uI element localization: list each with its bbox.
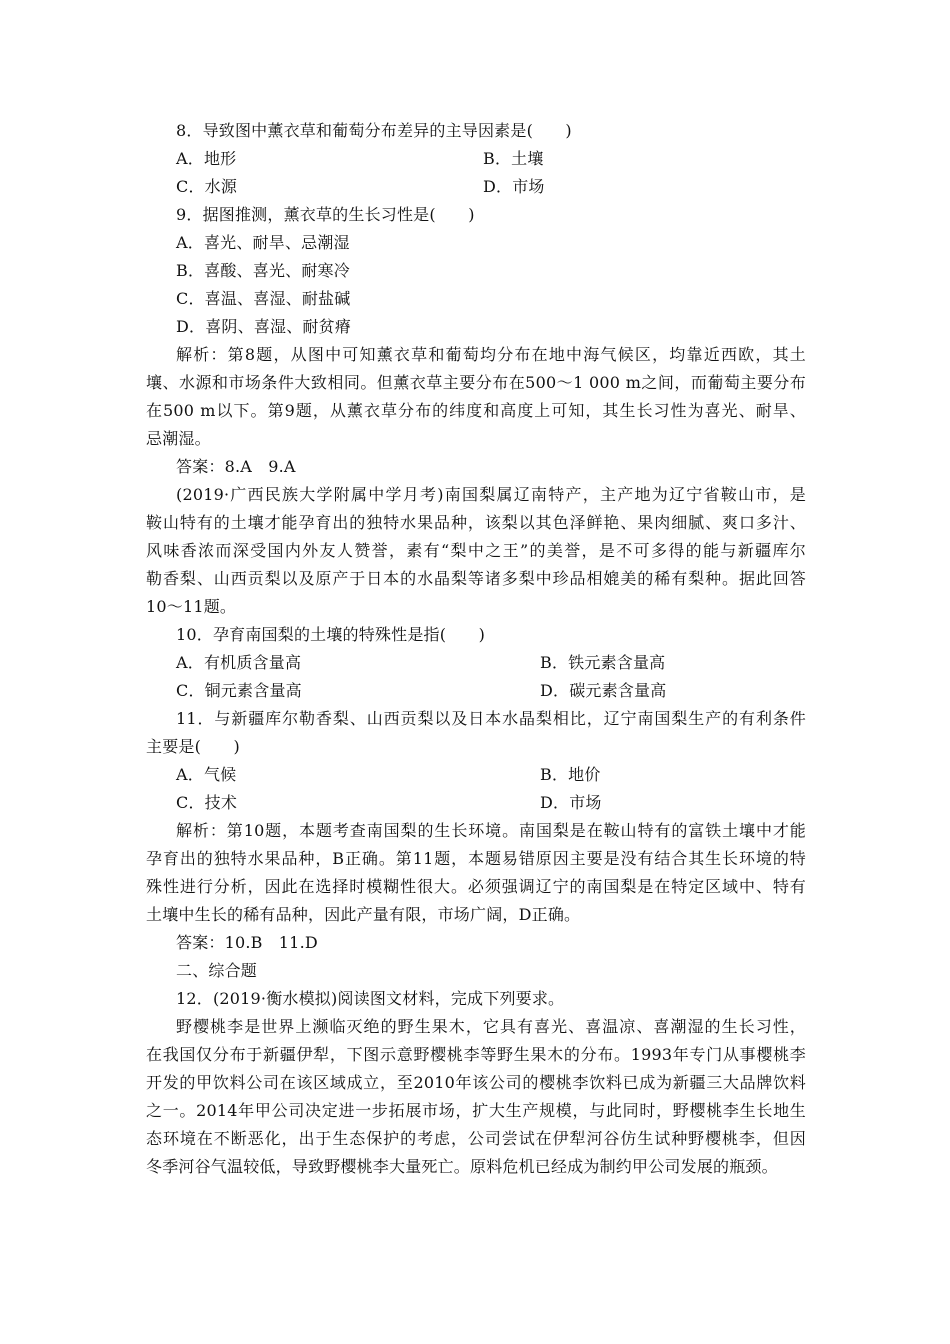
question-10-option-c: C．铜元素含量高 <box>176 681 302 700</box>
question-9-option-d: D．喜阴、喜湿、耐贫瘠 <box>176 317 352 336</box>
question-8-option-c: C．水源 <box>176 177 238 196</box>
question-12-passage-line-6: 冬季河谷气温较低，导致野樱桃李大量死亡。原料危机已经成为制约甲公司发展的瓶颈。 <box>146 1157 778 1176</box>
question-11-stem-line-1: 11．与新疆库尔勒香梨、山西贡梨以及日本水晶梨相比，辽宁南国梨生产的有利条件 <box>176 709 806 728</box>
question-11-option-b: B．地价 <box>540 765 601 784</box>
question-12-passage-line-3: 开发的甲饮料公司在该区域成立，至2010年该公司的樱桃李饮料已成为新疆三大品牌饮料 <box>146 1073 806 1092</box>
analysis-10-11-line-4: 土壤中生长的稀有品种，因此产量有限，市场广阔，D正确。 <box>146 905 581 924</box>
analysis-8-9-line-3: 在500 m以下。第9题，从薰衣草分布的纬度和高度上可知，其生长习性为喜光、耐旱、 <box>146 401 806 420</box>
question-12-passage-line-5: 态环境在不断恶化，出于生态保护的考虑，公司尝试在伊犁河谷仿生试种野樱桃李，但因 <box>146 1129 806 1148</box>
analysis-10-11-line-1: 解析：第10题，本题考查南国梨的生长环境。南国梨是在鞍山特有的富铁土壤中才能 <box>176 821 806 840</box>
question-10-option-d: D．碳元素含量高 <box>540 681 667 700</box>
passage-10-11-line-5: 10～11题。 <box>146 597 237 616</box>
passage-10-11-line-3: 风味香浓而深受国内外友人赞誉，素有“梨中之王”的美誉，是不可多得的能与新疆库尔 <box>146 541 806 560</box>
passage-10-11-line-2: 鞍山特有的土壤才能孕育出的独特水果品种，该梨以其色泽鲜艳、果肉细腻、爽口多汁、 <box>146 513 806 532</box>
question-10-stem: 10．孕育南国梨的土壤的特殊性是指( ) <box>176 625 486 644</box>
question-11-option-d: D．市场 <box>540 793 602 812</box>
passage-10-11-line-4: 勒香梨、山西贡梨以及原产于日本的水晶梨等诸多梨中珍品相媲美的稀有梨种。据此回答 <box>146 569 806 588</box>
question-9-option-a: A．喜光、耐旱、忌潮湿 <box>176 233 350 252</box>
question-12-passage-line-4: 之一。2014年甲公司决定进一步拓展市场，扩大生产规模，与此同时，野樱桃李生长地生 <box>146 1101 806 1120</box>
analysis-8-9-line-1: 解析：第8题，从图中可知薰衣草和葡萄均分布在地中海气候区，均靠近西欧，其土 <box>176 345 806 364</box>
question-11-option-a: A．气候 <box>176 765 237 784</box>
question-10-option-a: A．有机质含量高 <box>176 653 302 672</box>
passage-10-11-line-1: (2019·广西民族大学附属中学月考)南国梨属辽南特产，主产地为辽宁省鞍山市，是 <box>176 485 806 504</box>
question-11-stem-line-2: 主要是( ) <box>146 737 240 756</box>
analysis-8-9-line-2: 壤、水源和市场条件大致相同。但薰衣草主要分布在500～1 000 m之间，而葡萄主要分布 <box>146 373 806 392</box>
question-12-passage-line-2: 在我国仅分布于新疆伊犁，下图示意野樱桃李等野生果木的分布。1993年专门从事樱桃李 <box>146 1045 806 1064</box>
question-9-option-b: B．喜酸、喜光、耐寒冷 <box>176 261 350 280</box>
analysis-8-9-line-4: 忌潮湿。 <box>146 429 211 448</box>
question-8-option-b: B．土壤 <box>483 149 544 168</box>
section-heading: 二、综合题 <box>176 961 258 980</box>
question-8-stem: 8．导致图中薰衣草和葡萄分布差异的主导因素是( ) <box>176 121 572 140</box>
question-12-passage-line-1: 野樱桃李是世界上濒临灭绝的野生果木，它具有喜光、喜温凉、喜潮湿的生长习性， <box>176 1017 806 1036</box>
question-12-stem: 12．(2019·衡水模拟)阅读图文材料，完成下列要求。 <box>176 989 565 1008</box>
question-8-option-a: A．地形 <box>176 149 237 168</box>
question-9-stem: 9．据图推测，薰衣草的生长习性是( ) <box>176 205 475 224</box>
analysis-10-11-line-3: 殊性进行分析，因此在选择时模糊性很大。必须强调辽宁的南国梨是在特定区域中、特有 <box>146 877 806 896</box>
question-10-option-b: B．铁元素含量高 <box>540 653 666 672</box>
question-8-option-d: D．市场 <box>483 177 545 196</box>
answer-10-11: 答案：10.B 11.D <box>176 933 318 952</box>
question-11-option-c: C．技术 <box>176 793 238 812</box>
question-9-option-c: C．喜温、喜湿、耐盐碱 <box>176 289 351 308</box>
answer-8-9: 答案：8.A 9.A <box>176 457 296 476</box>
analysis-10-11-line-2: 孕育出的独特水果品种，B正确。第11题，本题易错原因主要是没有结合其生长环境的特 <box>146 849 806 868</box>
